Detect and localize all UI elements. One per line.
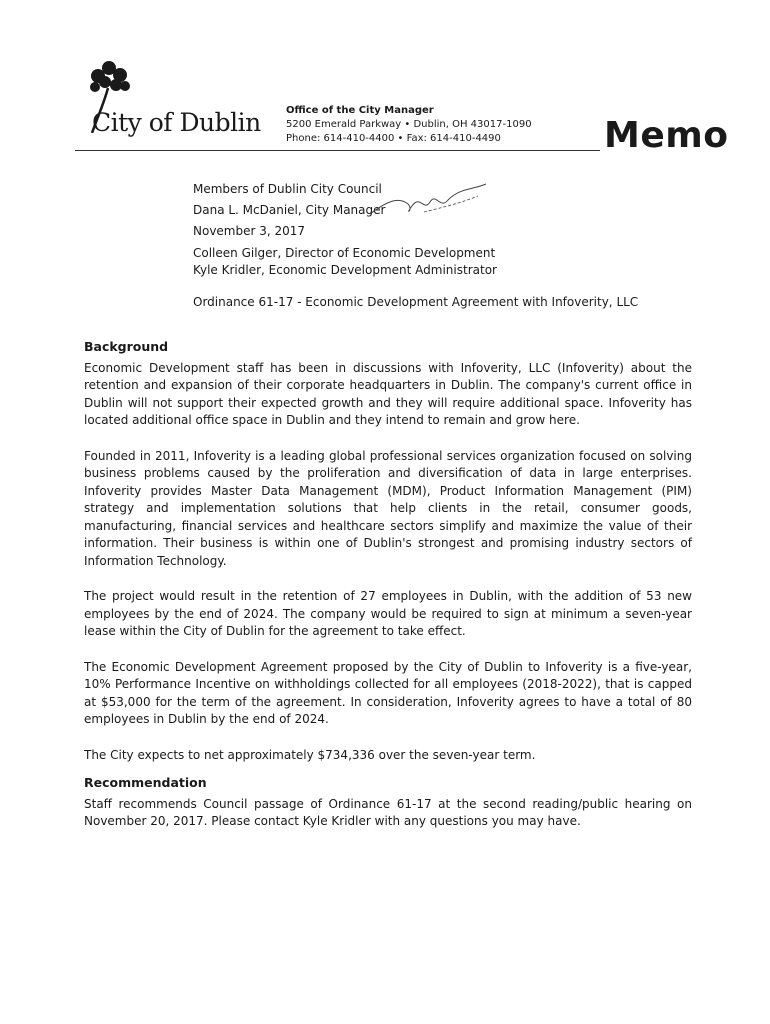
header-rule	[75, 150, 600, 151]
paragraph-2: Founded in 2011, Infoverity is a leading global professional services organization focused on solving business problems caused by the proliferation and diversification of data in large enterprises. Infoverity provides Master Data Management (MDM), Product Information Management (PIM) strategy and implementation solutions that help clients in the retail, consumer goods, manufacturing, financial services and healthcare sectors simplify and maximize the value of their information. Their business is within one of Dublin's strongest and promising industry sectors of Information Technology.	[84, 448, 692, 568]
office-title: Office of the City Manager	[286, 105, 434, 116]
recommendation-heading: Recommendation	[84, 775, 207, 790]
paragraph-3: The project would result in the retention of 27 employees in Dublin, with the addition of 53 new employees by the end of 2024. The company would be required to sign at minimum a seven-year lease within the City of Dublin for the agreement to take effect.	[84, 589, 692, 638]
initiated-line-2: Kyle Kridler, Economic Development Administrator	[193, 263, 497, 277]
memo-body	[84, 338, 692, 849]
office-address: 5200 Emerald Parkway • Dublin, OH 43017-1090	[286, 119, 532, 130]
date-value: November 3, 2017	[193, 224, 306, 238]
paragraph-1: Economic Development staff has been in discussions with Infoverity, LLC (Infoverity) about the retention and expansion of their corporate headquarters in Dublin. The company's current office in Dublin will not support their expected growth and they will require additional space. Infoverity has located additional office space in Dublin and they intend to remain and grow here.	[84, 360, 692, 427]
city-logo	[70, 58, 270, 138]
initiated-values	[193, 245, 497, 279]
office-block	[286, 104, 532, 146]
initiated-line-1: Colleen Gilger, Director of Economic Development	[193, 246, 496, 260]
paragraph-5: The City expects to net approximately $734,336 over the seven-year term.	[84, 747, 536, 762]
background-heading: Background	[84, 339, 169, 354]
paragraph-4: The Economic Development Agreement proposed by the City of Dublin to Infoverity is a five-year, 10% Performance Incentive on withholdings collected for all employees (2018-2022), that is capped at $53,000 for the term of the agreement. In consideration, Infoverity agrees to have a total of 80 employees in Dublin by the end of 2024.	[84, 659, 692, 726]
signature-mark	[368, 182, 498, 222]
from-value: Dana L. McDaniel, City Manager	[193, 203, 386, 217]
to-value: Members of Dublin City Council	[193, 182, 382, 196]
logo-text: City of Dublin	[92, 108, 261, 137]
memo-title: Memo	[604, 115, 729, 156]
office-phone-fax: Phone: 614-410-4400 • Fax: 614-410-4490	[286, 133, 501, 144]
paragraph-6: Staff recommends Council passage of Ordinance 61-17 at the second reading/public hearing on November 20, 2017. Please contact Kyle Kridler with any questions you may have.	[84, 796, 692, 828]
re-value: Ordinance 61-17 - Economic Development Agreement with Infoverity, LLC	[193, 295, 639, 309]
